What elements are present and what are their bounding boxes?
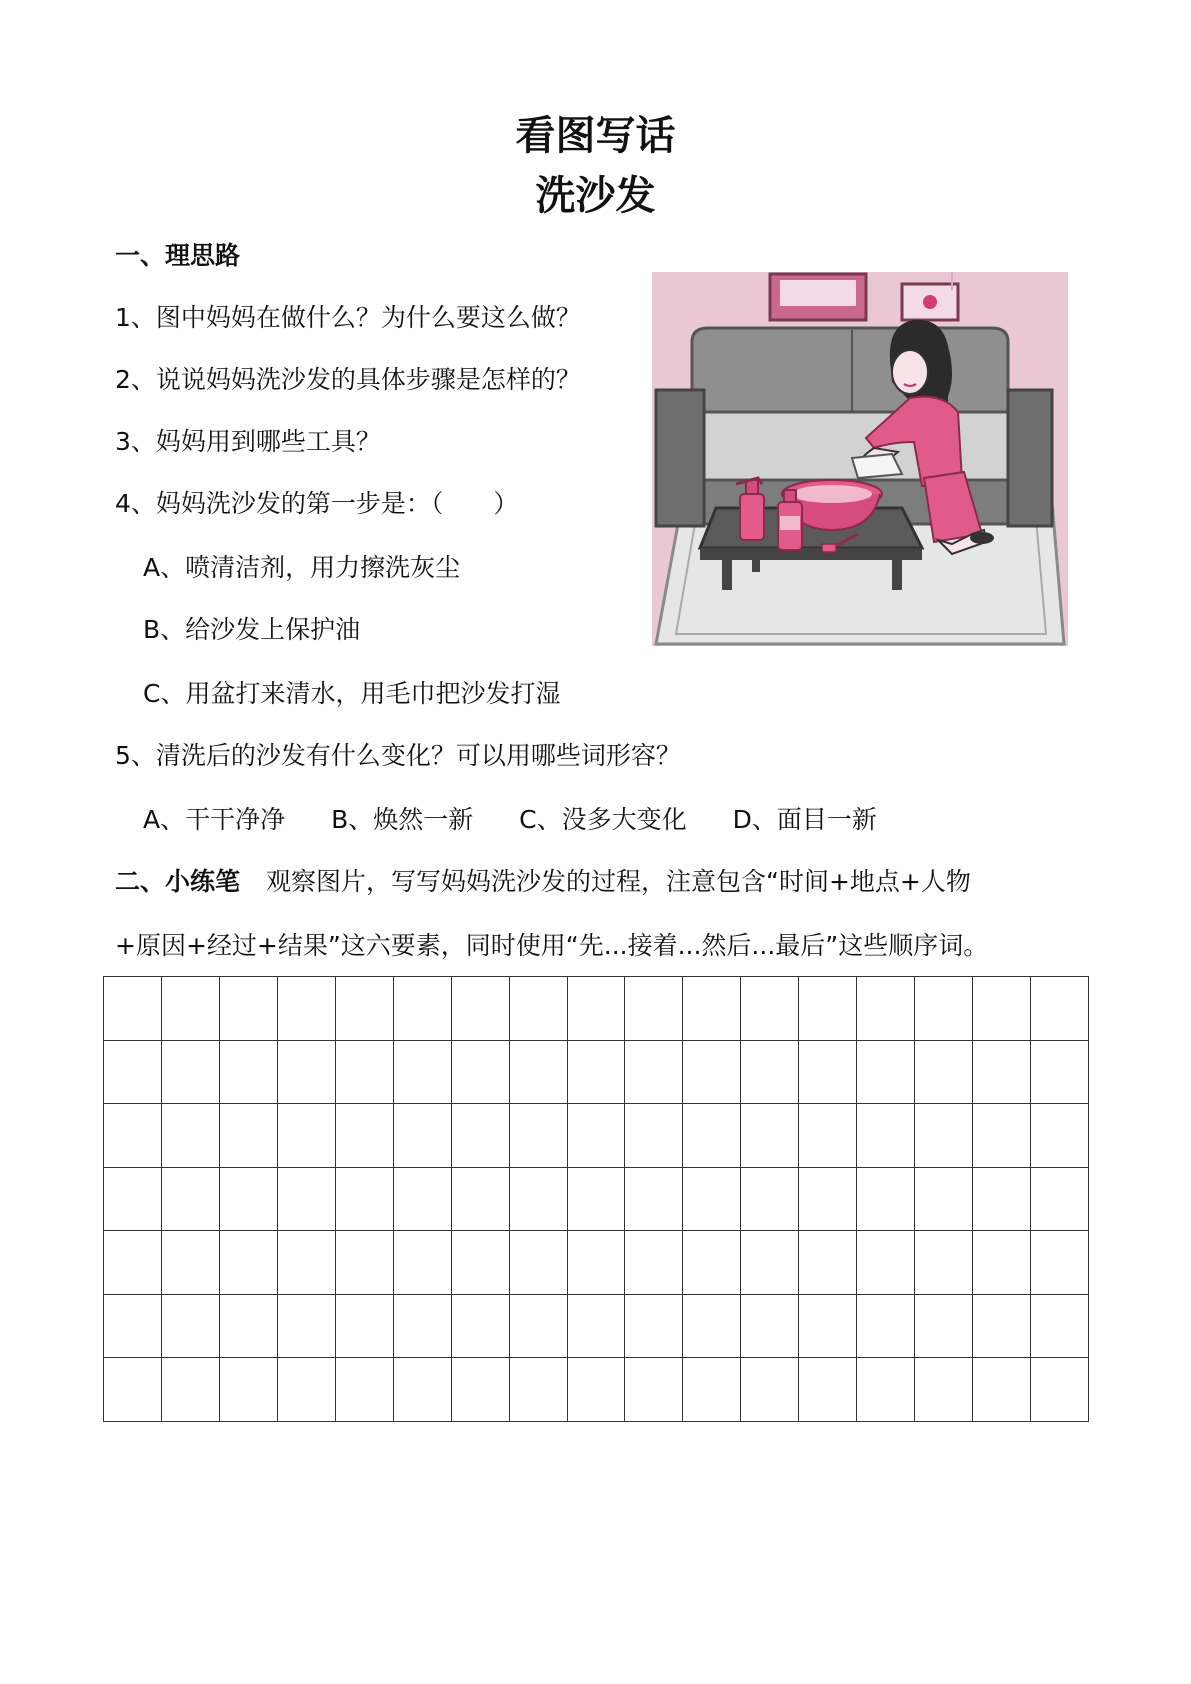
writing-cell[interactable] bbox=[278, 1104, 336, 1168]
writing-cell[interactable] bbox=[741, 1041, 799, 1105]
writing-cell[interactable] bbox=[104, 1295, 162, 1359]
question-4-option-b: B、给沙发上保护油 bbox=[143, 615, 361, 644]
writing-cell[interactable] bbox=[1031, 1168, 1089, 1232]
writing-cell[interactable] bbox=[625, 1358, 683, 1422]
writing-cell[interactable] bbox=[799, 1358, 857, 1422]
writing-cell[interactable] bbox=[220, 1104, 278, 1168]
writing-cell[interactable] bbox=[915, 1041, 973, 1105]
writing-cell[interactable] bbox=[915, 1295, 973, 1359]
writing-cell[interactable] bbox=[220, 1231, 278, 1295]
writing-cell[interactable] bbox=[394, 1358, 452, 1422]
section2-line1 bbox=[115, 866, 971, 898]
writing-cell[interactable] bbox=[741, 977, 799, 1041]
sofa-left-armrest bbox=[656, 390, 704, 526]
writing-cell[interactable] bbox=[625, 1104, 683, 1168]
writing-cell[interactable] bbox=[1031, 1104, 1089, 1168]
writing-cell[interactable] bbox=[162, 1041, 220, 1105]
writing-cell[interactable] bbox=[857, 977, 915, 1041]
cleaning-cloth bbox=[852, 454, 902, 478]
writing-cell[interactable] bbox=[625, 977, 683, 1041]
writing-cell[interactable] bbox=[1031, 1231, 1089, 1295]
writing-cell[interactable] bbox=[394, 1295, 452, 1359]
writing-cell[interactable] bbox=[394, 977, 452, 1041]
question-4-option-c: C、用盆打来清水，用毛巾把沙发打湿 bbox=[143, 679, 561, 708]
writing-cell[interactable] bbox=[741, 1168, 799, 1232]
writing-cell[interactable] bbox=[220, 1295, 278, 1359]
writing-cell[interactable] bbox=[220, 1168, 278, 1232]
question-5: 5、清洗后的沙发有什么变化？可以用哪些词形容？ bbox=[115, 741, 681, 770]
writing-cell[interactable] bbox=[741, 1295, 799, 1359]
page-title: 看图写话 bbox=[515, 113, 676, 159]
writing-cell[interactable] bbox=[220, 1358, 278, 1422]
writing-cell[interactable] bbox=[741, 1104, 799, 1168]
writing-cell[interactable] bbox=[162, 1231, 220, 1295]
writing-cell[interactable] bbox=[162, 977, 220, 1041]
question-5-option-b: B、焕然一新 bbox=[331, 805, 474, 834]
writing-cell[interactable] bbox=[799, 1041, 857, 1105]
writing-cell[interactable] bbox=[568, 1295, 626, 1359]
writing-cell[interactable] bbox=[278, 1168, 336, 1232]
writing-cell[interactable] bbox=[220, 1041, 278, 1105]
writing-cell[interactable] bbox=[915, 977, 973, 1041]
question-5-option-c: C、没多大变化 bbox=[519, 805, 687, 834]
writing-cell[interactable] bbox=[915, 1231, 973, 1295]
flower-icon bbox=[923, 295, 937, 309]
writing-cell[interactable] bbox=[857, 1295, 915, 1359]
writing-cell[interactable] bbox=[915, 1358, 973, 1422]
writing-cell[interactable] bbox=[1031, 1041, 1089, 1105]
writing-cell[interactable] bbox=[568, 1358, 626, 1422]
question-4: 4、妈妈洗沙发的第一步是：（ ） bbox=[115, 489, 519, 518]
writing-cell[interactable] bbox=[568, 977, 626, 1041]
writing-cell[interactable] bbox=[857, 1231, 915, 1295]
writing-cell[interactable] bbox=[915, 1168, 973, 1232]
writing-cell[interactable] bbox=[973, 1168, 1031, 1232]
illustration-svg bbox=[652, 272, 1068, 646]
writing-cell[interactable] bbox=[162, 1104, 220, 1168]
writing-cell[interactable] bbox=[683, 1104, 741, 1168]
writing-cell[interactable] bbox=[973, 1104, 1031, 1168]
writing-cell[interactable] bbox=[973, 977, 1031, 1041]
writing-cell[interactable] bbox=[104, 1041, 162, 1105]
writing-cell[interactable] bbox=[683, 1231, 741, 1295]
writing-cell[interactable] bbox=[510, 1295, 568, 1359]
writing-cell[interactable] bbox=[799, 977, 857, 1041]
writing-cell[interactable] bbox=[799, 1104, 857, 1168]
writing-cell[interactable] bbox=[510, 1358, 568, 1422]
writing-cell[interactable] bbox=[394, 1231, 452, 1295]
writing-cell[interactable] bbox=[510, 1104, 568, 1168]
writing-cell[interactable] bbox=[799, 1168, 857, 1232]
writing-cell[interactable] bbox=[973, 1295, 1031, 1359]
writing-cell[interactable] bbox=[683, 1168, 741, 1232]
sofa-right-armrest bbox=[1008, 390, 1052, 526]
writing-cell[interactable] bbox=[625, 1041, 683, 1105]
writing-cell[interactable] bbox=[162, 1295, 220, 1359]
writing-cell[interactable] bbox=[568, 1104, 626, 1168]
writing-cell[interactable] bbox=[336, 1041, 394, 1105]
writing-cell[interactable] bbox=[452, 1231, 510, 1295]
writing-cell[interactable] bbox=[683, 1041, 741, 1105]
writing-cell[interactable] bbox=[452, 1104, 510, 1168]
writing-cell[interactable] bbox=[683, 1295, 741, 1359]
question-3: 3、妈妈用到哪些工具？ bbox=[115, 427, 381, 456]
writing-cell[interactable] bbox=[799, 1295, 857, 1359]
writing-cell[interactable] bbox=[452, 1168, 510, 1232]
writing-grid bbox=[103, 976, 1089, 1422]
writing-cell[interactable] bbox=[394, 1104, 452, 1168]
sofa-back bbox=[692, 328, 1008, 422]
writing-cell[interactable] bbox=[625, 1231, 683, 1295]
question-5-option-a: A、干干净净 bbox=[143, 805, 286, 834]
writing-cell[interactable] bbox=[799, 1231, 857, 1295]
writing-cell[interactable] bbox=[1031, 977, 1089, 1041]
writing-cell[interactable] bbox=[452, 1295, 510, 1359]
writing-cell[interactable] bbox=[1031, 1358, 1089, 1422]
section2-instruction-2: +原因+经过+结果”这六要素，同时使用“先...接着...然后...最后”这些顺序词。 bbox=[115, 931, 989, 960]
writing-cell[interactable] bbox=[104, 1358, 162, 1422]
writing-cell[interactable] bbox=[973, 1231, 1031, 1295]
writing-cell[interactable] bbox=[915, 1104, 973, 1168]
page-subtitle: 洗沙发 bbox=[535, 173, 656, 219]
writing-cell[interactable] bbox=[857, 1104, 915, 1168]
writing-cell[interactable] bbox=[336, 1231, 394, 1295]
writing-cell[interactable] bbox=[278, 977, 336, 1041]
writing-cell[interactable] bbox=[104, 1231, 162, 1295]
writing-cell[interactable] bbox=[973, 1358, 1031, 1422]
writing-cell[interactable] bbox=[336, 977, 394, 1041]
writing-cell[interactable] bbox=[857, 1358, 915, 1422]
wall-clock-face bbox=[780, 280, 856, 306]
writing-cell[interactable] bbox=[625, 1168, 683, 1232]
writing-cell[interactable] bbox=[336, 1358, 394, 1422]
writing-cell[interactable] bbox=[162, 1168, 220, 1232]
writing-cell[interactable] bbox=[857, 1168, 915, 1232]
writing-cell[interactable] bbox=[452, 1358, 510, 1422]
writing-cell[interactable] bbox=[104, 977, 162, 1041]
writing-cell[interactable] bbox=[220, 977, 278, 1041]
writing-cell[interactable] bbox=[278, 1231, 336, 1295]
section2-instruction-1: 观察图片，写写妈妈洗沙发的过程，注意包含“时间+地点+人物 bbox=[266, 867, 971, 896]
writing-cell[interactable] bbox=[510, 977, 568, 1041]
writing-cell[interactable] bbox=[625, 1295, 683, 1359]
writing-cell[interactable] bbox=[452, 977, 510, 1041]
sofa-cleaning-illustration bbox=[652, 272, 1068, 646]
writing-cell[interactable] bbox=[336, 1295, 394, 1359]
writing-cell[interactable] bbox=[973, 1041, 1031, 1105]
writing-cell[interactable] bbox=[683, 977, 741, 1041]
writing-cell[interactable] bbox=[1031, 1295, 1089, 1359]
writing-cell[interactable] bbox=[857, 1041, 915, 1105]
writing-cell[interactable] bbox=[741, 1358, 799, 1422]
writing-cell[interactable] bbox=[336, 1104, 394, 1168]
writing-cell[interactable] bbox=[683, 1358, 741, 1422]
question-1: 1、图中妈妈在做什么？为什么要这么做？ bbox=[115, 303, 581, 332]
question-5-options bbox=[143, 804, 877, 836]
section1-heading: 一、理思路 bbox=[115, 241, 241, 270]
writing-cell[interactable] bbox=[104, 1168, 162, 1232]
writing-cell[interactable] bbox=[104, 1104, 162, 1168]
writing-cell[interactable] bbox=[568, 1041, 626, 1105]
question-4-option-a: A、喷清洁剂，用力擦洗灰尘 bbox=[143, 553, 461, 582]
writing-cell[interactable] bbox=[336, 1168, 394, 1232]
question-5-option-d: D、面目一新 bbox=[732, 805, 877, 834]
writing-cell[interactable] bbox=[394, 1041, 452, 1105]
writing-cell[interactable] bbox=[568, 1168, 626, 1232]
writing-cell[interactable] bbox=[278, 1295, 336, 1359]
question-2: 2、说说妈妈洗沙发的具体步骤是怎样的？ bbox=[115, 365, 581, 394]
section2-heading: 二、小练笔 bbox=[115, 867, 241, 896]
writing-cell[interactable] bbox=[394, 1168, 452, 1232]
writing-cell[interactable] bbox=[162, 1358, 220, 1422]
writing-cell[interactable] bbox=[278, 1041, 336, 1105]
writing-cell[interactable] bbox=[278, 1358, 336, 1422]
writing-cell[interactable] bbox=[568, 1231, 626, 1295]
writing-cell[interactable] bbox=[510, 1168, 568, 1232]
writing-cell[interactable] bbox=[741, 1231, 799, 1295]
writing-cell[interactable] bbox=[510, 1041, 568, 1105]
writing-cell[interactable] bbox=[452, 1041, 510, 1105]
writing-cell[interactable] bbox=[510, 1231, 568, 1295]
